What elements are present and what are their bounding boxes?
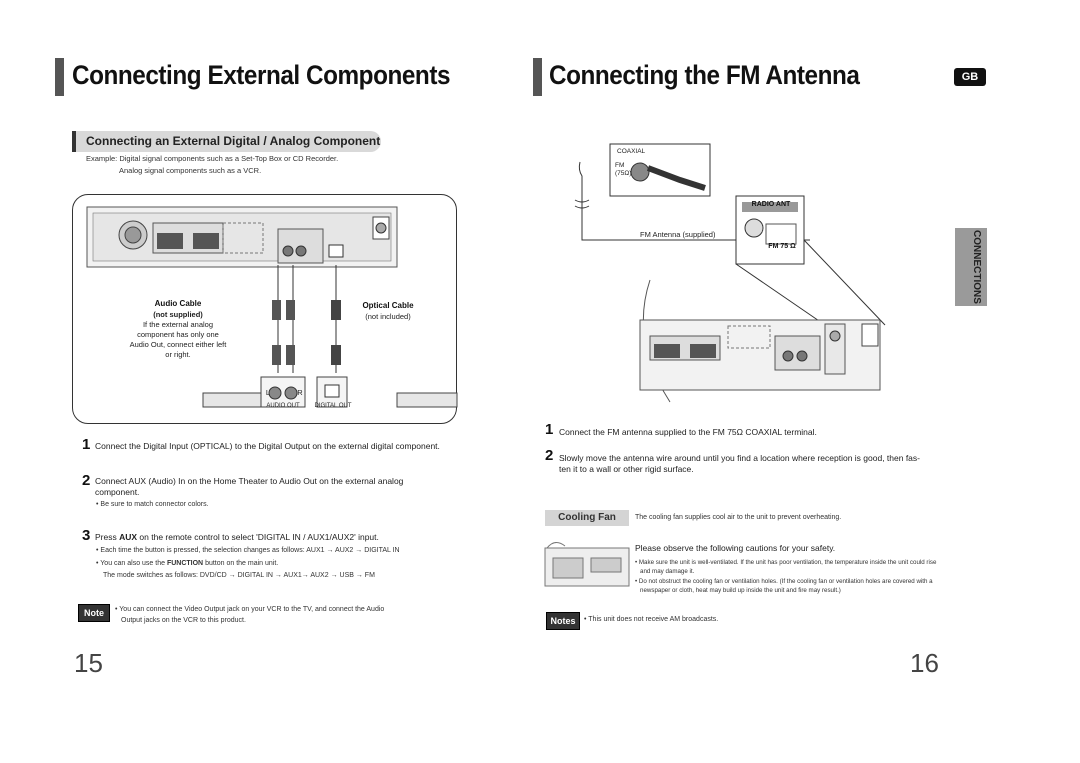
notes-text: • This unit does not receive AM broadcasts. [584,616,719,623]
caution-title: Please observe the following cautions for your safety. [635,543,836,553]
cooling-fan-badge: Cooling Fan [545,510,629,526]
page-title-left: Connecting External Components [72,60,451,90]
label-r: R [297,388,303,397]
caution-1-line-2: and may damage it. [640,568,695,575]
fm-step-2-text-1: Slowly move the antenna wire around until you find a location where reception is good, then fas- [559,453,920,463]
note-badge: Note [78,604,110,622]
optical-cable-sub: (not included) [365,312,411,321]
caution-1-line-1: • Make sure the unit is well-ventilated. If the unit has poor ventilation, the temperature inside the unit could rise [635,559,937,566]
gb-badge: GB [954,68,986,86]
page-number-left: 15 [74,648,103,678]
step-1-text: Connect the Digital Input (OPTICAL) to the Digital Output on the external digital component. [95,441,440,451]
fm-ohm-label: (75Ω) [615,170,632,177]
example-line-2: Analog signal components such as a VCR. [119,166,262,175]
radio-ant-label: RADIO ANT [751,201,791,208]
label-l: L [265,388,271,397]
page-number-right: 16 [910,648,939,678]
step-2-number: 2 [82,472,91,489]
step-2-bullet: • Be sure to match connector colors. [96,501,209,508]
step-3-b2-post: button on the main unit. [203,560,279,567]
subheading: Connecting an External Digital / Analog Component [76,131,381,152]
step-3-bullet-1: • Each time the button is pressed, the selection changes as follows: AUX1 → AUX2 → DIGITAL IN [96,547,400,554]
caution-2-line-2: newspaper or cloth, heat may build up inside the unit and fire may result.) [640,587,841,594]
audio-cable-sub: (not supplied) [153,310,203,319]
step-3-number: 3 [82,527,91,544]
notes-badge: Notes [546,612,580,630]
audio-cable-note-4: or right. [165,350,191,359]
digital-out-label: DIGITAL OUT [314,403,352,409]
audio-out-label: AUDIO OUT [266,403,300,409]
optical-cable-title: Optical Cable [362,301,414,310]
cooling-fan-text: The cooling fan supplies cool air to the unit to prevent overheating. [635,514,842,521]
title-bar [55,58,64,96]
note-line-1: • You can connect the Video Output jack on your VCR to the TV, and connect the Audio [115,606,385,613]
step-3-bold: AUX [119,532,138,542]
title-bar-right [533,58,542,96]
audio-cable-note-1: If the external analog [142,320,214,329]
step-1-number: 1 [82,436,91,453]
fm-step-1-number: 1 [545,421,554,438]
coaxial-label: COAXIAL [617,148,646,155]
step-3-bullet-2 [96,558,278,569]
note-line-2: Output jacks on the VCR to this product. [121,617,246,624]
step-2-text-2: component. [95,487,140,497]
step-3-text [95,532,379,543]
example-line-1: Example: Digital signal components such as a Set-Top Box or CD Recorder. [86,154,339,163]
audio-cable-note-3: Audio Out, connect either left [129,340,227,349]
caution-2-line-1: • Do not obstruct the cooling fan or ventilation holes. (If the cooling fan or ventilation holes are covered with a [635,578,933,585]
page-title-right: Connecting the FM Antenna [549,60,860,90]
audio-cable-note-2: component has only one [137,330,219,339]
fm-antenna-diagram [570,140,910,410]
connections-tab: CONNECTIONS [955,228,987,306]
cooling-fan-illustration [543,540,631,588]
fm-step-2-number: 2 [545,447,554,464]
step-3-b2-pre: • You can also use the [96,560,167,567]
step-3-post: on the remote control to select 'DIGITAL IN / AUX1/AUX2' input. [137,532,379,542]
fm75-label: FM 75 Ω [768,243,796,250]
step-3-b2-bold: FUNCTION [166,560,204,567]
fm-step-2-text-2: ten it to a wall or other rigid surface. [559,464,694,474]
fm-label: FM [615,162,625,169]
step-3-bullet-3: The mode switches as follows: DVD/CD → DIGITAL IN → AUX1→ AUX2 → USB → FM [103,572,375,579]
step-2-text-1: Connect AUX (Audio) In on the Home Theater to Audio Out on the external analog [95,476,404,486]
fm-antenna-supplied-label: FM Antenna (supplied) [640,230,716,239]
fm-step-1-text: Connect the FM antenna supplied to the FM 75Ω COAXIAL terminal. [559,427,817,437]
step-3-pre: Press [95,532,120,542]
audio-cable-title: Audio Cable [154,299,202,308]
connection-diagram [72,194,457,424]
